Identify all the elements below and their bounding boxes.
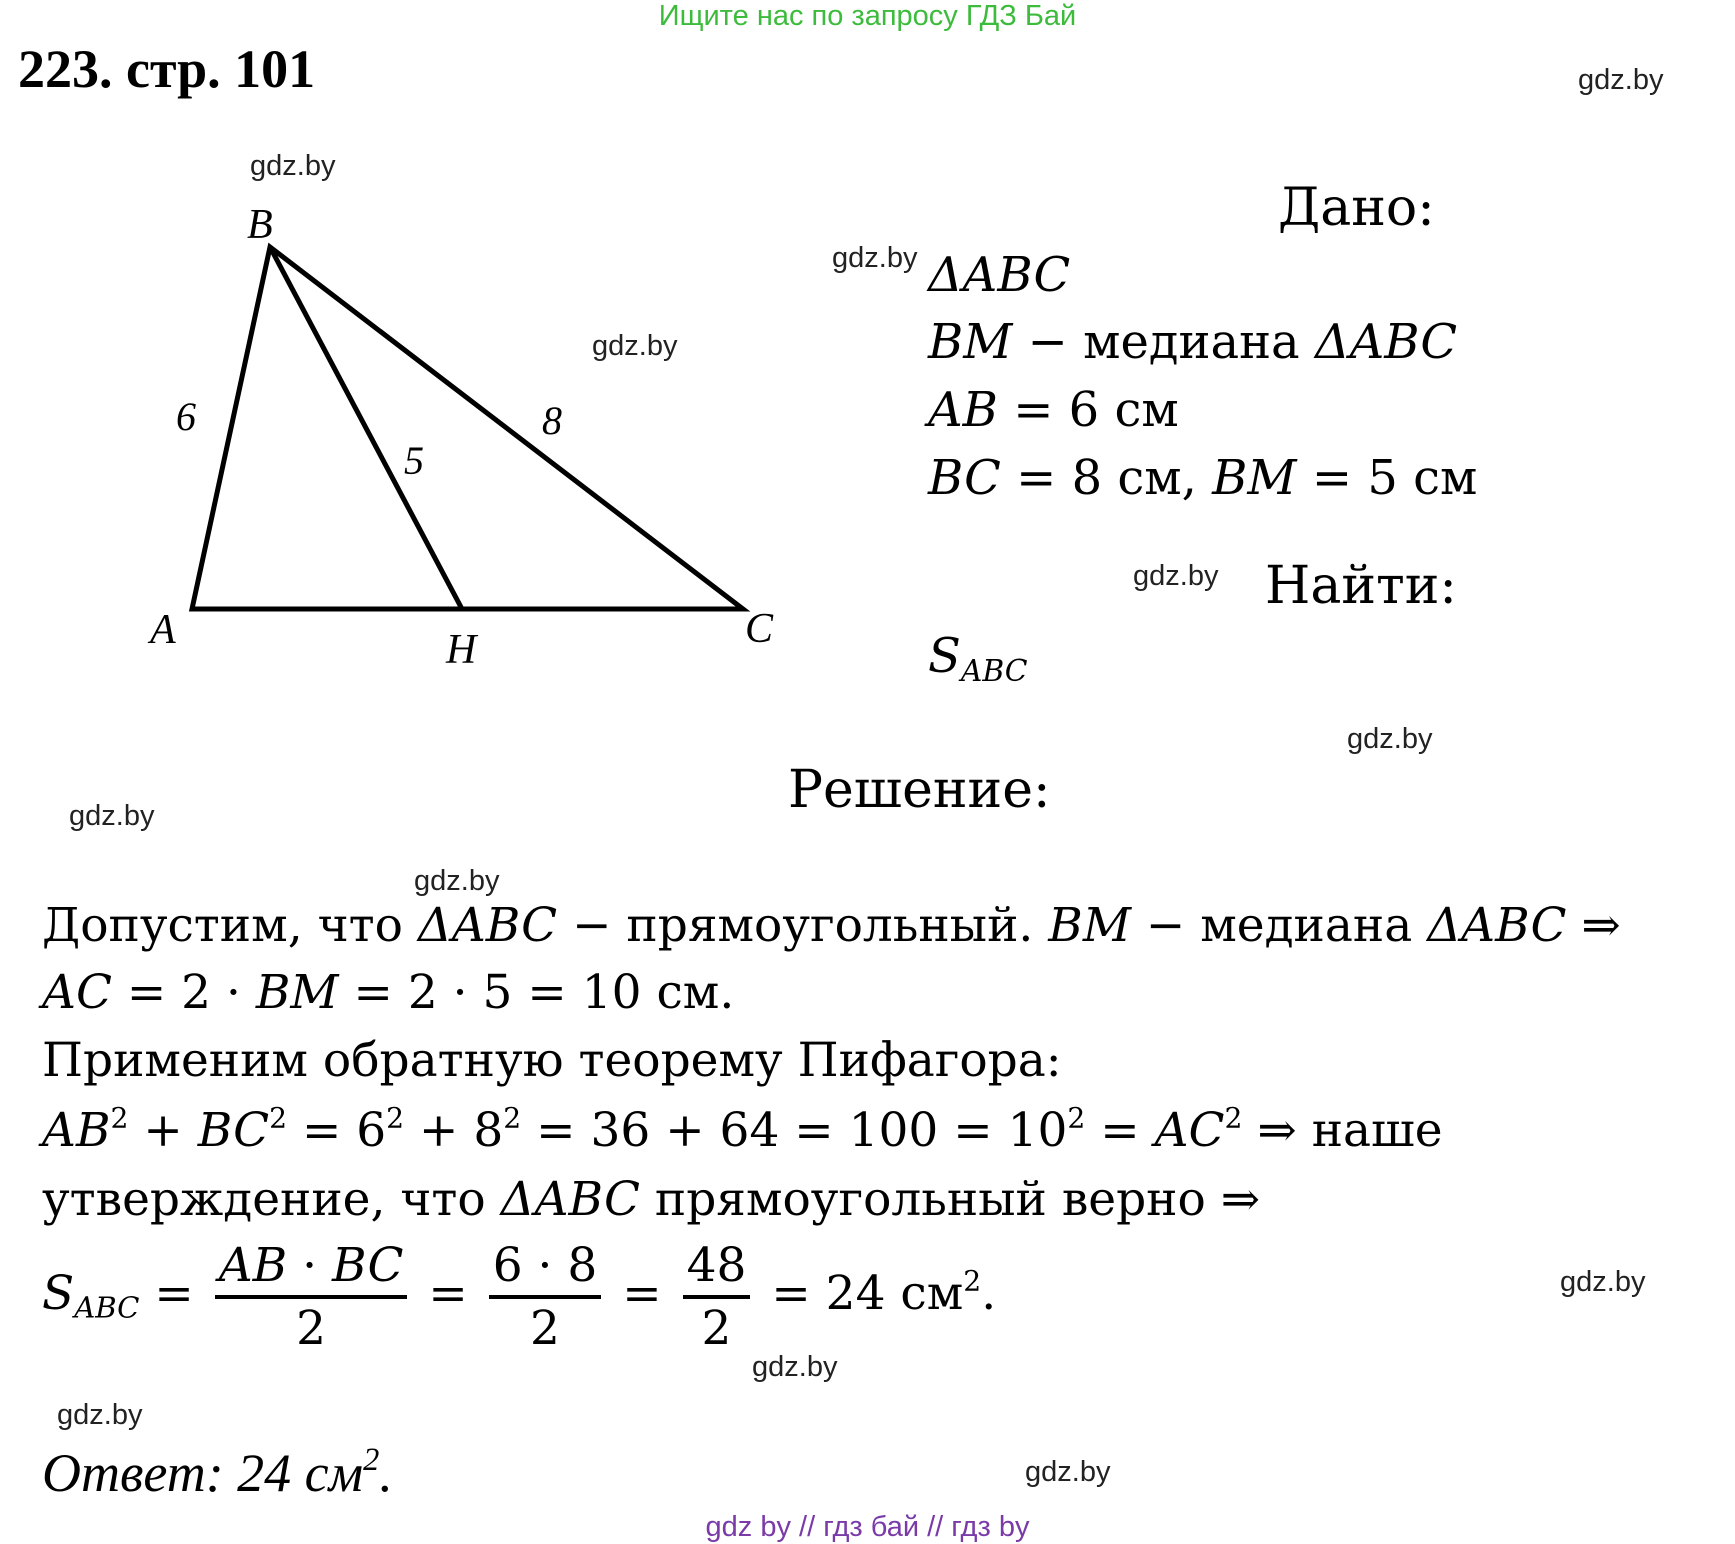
segment-bm [270, 247, 462, 609]
math-text: = 2 · 5 = 10 см. [338, 965, 735, 1020]
given-line-ab [928, 382, 1179, 438]
solution-line-5 [42, 1172, 1260, 1227]
math-exponent: 2 [1224, 1101, 1243, 1135]
exercise-heading: 223. стр. 101 [18, 39, 316, 99]
given-title: Дано: [1278, 178, 1435, 238]
math-var: S [928, 628, 961, 684]
math-text: − медиана [1012, 314, 1315, 370]
math-exponent: 2 [269, 1101, 287, 1135]
fraction-ab-bc [215, 1238, 408, 1356]
math-text: утверждение, что [42, 1172, 501, 1227]
find-title: Найти: [1265, 556, 1457, 616]
median-bm-label: 5 [404, 438, 424, 483]
math-text: = 6 см [997, 382, 1179, 438]
math-text: . [981, 1266, 997, 1321]
watermark: gdz.by [1560, 1266, 1646, 1298]
math-var: ΔABC [1427, 898, 1567, 953]
math-var: BM [1048, 898, 1131, 953]
find-area [928, 628, 1028, 689]
math-exponent: 2 [503, 1101, 522, 1135]
fraction-denominator: 2 [215, 1295, 408, 1356]
triangle-abc [192, 247, 743, 609]
math-var: S [42, 1266, 75, 1321]
math-var: ΔABC [500, 1172, 640, 1227]
math-var: AB [42, 1103, 111, 1158]
footer-links: gdz by // гдз бай // гдз by [705, 1511, 1030, 1543]
math-text: = [607, 1266, 677, 1321]
fraction-numerator: 6 · 8 [492, 1238, 598, 1293]
math-text: − прямоугольный. [557, 898, 1049, 953]
fraction-48 [683, 1238, 751, 1356]
math-subscript: ABC [74, 1290, 140, 1325]
side-ab-label: 6 [176, 394, 196, 439]
math-var: BM [1212, 450, 1297, 506]
math-var: BM [255, 965, 339, 1020]
math-text: + 8 [404, 1103, 504, 1158]
math-text: Допустим, что [42, 898, 418, 953]
side-bc-label: 8 [542, 398, 562, 443]
answer [42, 1442, 393, 1504]
math-text: ⇒ [1566, 898, 1621, 953]
math-exponent: 2 [386, 1101, 405, 1135]
triangle-figure [0, 0, 800, 700]
math-var: ΔABC [1314, 314, 1458, 370]
math-text: = 5 см [1296, 450, 1478, 506]
area-formula [42, 1238, 996, 1356]
math-subscript: ABC [960, 653, 1028, 689]
math-var: BC [197, 1103, 270, 1158]
given-line-triangle: ΔABC [928, 247, 1071, 303]
solution-line-2 [42, 965, 734, 1020]
math-var: AB [928, 382, 998, 438]
solution-title: Решение: [788, 760, 1051, 820]
watermark: gdz.by [57, 1399, 143, 1431]
watermark: gdz.by [250, 150, 336, 182]
math-var: BM [928, 314, 1013, 370]
math-text: прямоугольный верно ⇒ [639, 1172, 1261, 1227]
watermark: gdz.by [752, 1351, 838, 1383]
watermark: gdz.by [69, 800, 155, 832]
math-var: BC [928, 450, 1001, 506]
fraction-denominator: 2 [683, 1295, 751, 1356]
watermark: gdz.by [1133, 560, 1219, 592]
answer-text: Ответ: 24 см [42, 1443, 364, 1503]
solution-line-1 [42, 898, 1621, 953]
answer-dot: . [379, 1443, 393, 1503]
math-exponent: 2 [1067, 1101, 1086, 1135]
math-text: · [287, 1238, 333, 1293]
fraction-6-8 [489, 1238, 602, 1356]
math-text: = [413, 1266, 483, 1321]
given-line-bc-bm [928, 450, 1477, 506]
math-text: ⇒ наше [1242, 1103, 1443, 1158]
solution-line-4 [42, 1103, 1443, 1158]
math-text: = [1085, 1103, 1155, 1158]
vertex-b-label: B [247, 202, 273, 248]
math-exponent: 2 [963, 1264, 982, 1298]
watermark: gdz.by [1025, 1456, 1111, 1488]
math-text: = [139, 1266, 209, 1321]
vertex-c-label: C [745, 606, 774, 652]
promo-banner: Ищите нас по запросу ГДЗ Бай [658, 0, 1077, 32]
math-var: AC [42, 965, 112, 1020]
math-exponent: 2 [110, 1101, 129, 1135]
watermark: gdz.by [1578, 64, 1664, 96]
math-text: = 8 см, [1000, 450, 1213, 506]
math-text: − медиана [1130, 898, 1428, 953]
math-text: + [128, 1103, 198, 1158]
math-var: AB [218, 1238, 288, 1293]
watermark: gdz.by [414, 865, 500, 897]
math-var: BC [332, 1238, 404, 1293]
vertex-h-label: H [446, 627, 477, 673]
answer-exponent: 2 [363, 1441, 380, 1478]
solution-line-3: Применим обратную теорему Пифагора: [42, 1033, 1062, 1088]
watermark: gdz.by [1347, 723, 1433, 755]
fraction-numerator: 48 [686, 1238, 747, 1293]
fraction-numerator [215, 1238, 408, 1295]
math-text: = 6 [287, 1103, 387, 1158]
given-line-median [928, 314, 1457, 370]
math-text: = 24 см [756, 1266, 964, 1321]
math-text: = 36 + 64 = 100 = 10 [521, 1103, 1068, 1158]
vertex-a-label: A [150, 607, 176, 653]
watermark: gdz.by [832, 242, 918, 274]
math-text: = 2 · [111, 965, 256, 1020]
watermark: gdz.by [592, 330, 678, 362]
math-var: ΔABC [417, 898, 558, 953]
fraction-denominator: 2 [489, 1295, 602, 1356]
math-var: AC [1154, 1103, 1225, 1158]
